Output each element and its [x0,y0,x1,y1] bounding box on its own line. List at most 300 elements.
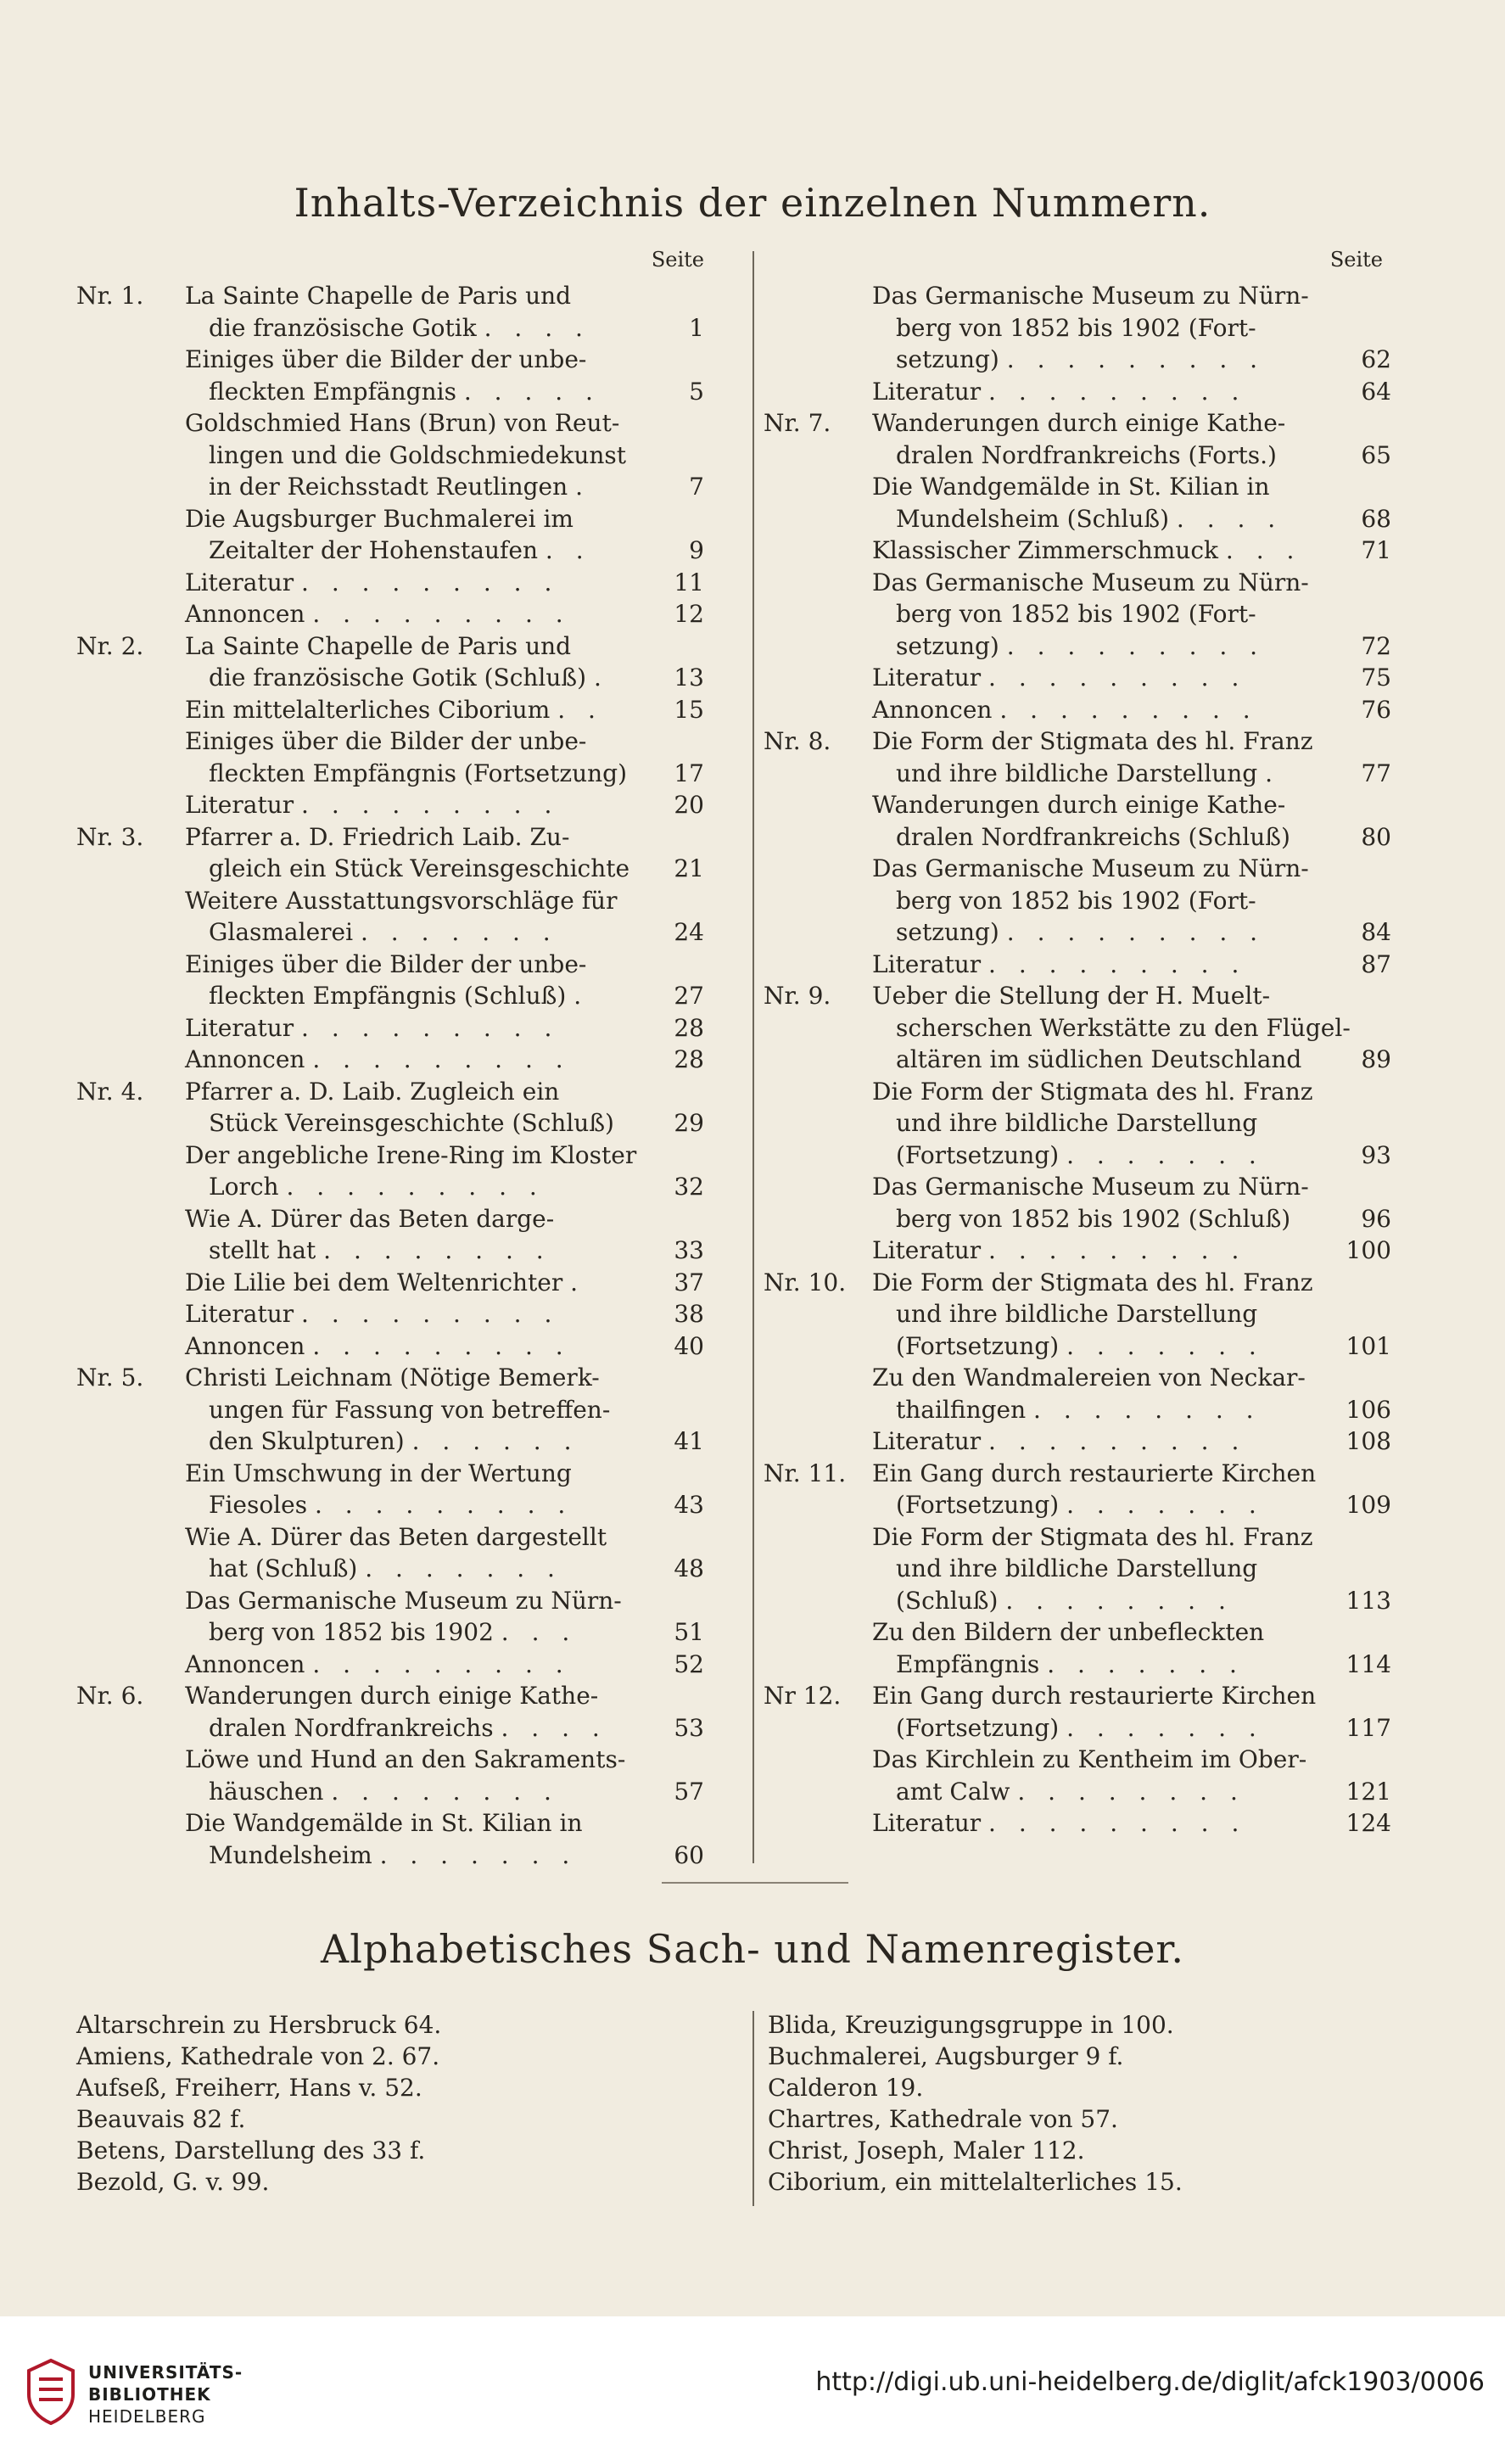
entry-title [872,853,1309,885]
entry-text: (Fortsetzung) [896,1140,1060,1169]
entry-title [872,725,1313,758]
toc-entry [76,789,704,821]
entry-text: Die Wandgemälde in St. Kilian in [872,473,1270,501]
entry-text: Literatur [185,1013,294,1042]
entry-text: Die Wandgemälde in St. Kilian in [185,1809,583,1837]
page-number: 64 [1361,377,1391,406]
entry-text: Literatur [872,1809,982,1837]
entry-text: Mundelsheim [209,1840,372,1869]
toc-entry [76,1076,704,1108]
page-number: 7 [689,473,704,501]
leader-dots: . . . . . . . [1066,1331,1264,1360]
entry-title [185,1458,572,1490]
entry-text: ungen für Fassung von betreffen- [209,1395,611,1424]
entry-title [209,535,591,567]
entry-text: den Skulpturen) [209,1427,405,1455]
toc-entry [76,853,704,885]
page-number: 28 [674,1013,704,1042]
leader-dots: . . . . . . . . . [999,695,1258,724]
leader-dots: . . . [501,1618,578,1646]
entry-title [185,1680,598,1712]
leader-dots: . . . . . . . . . [312,1649,571,1678]
entry-title [896,1489,1264,1521]
entry-text: Glasmalerei [209,918,354,946]
leader-dots: . . . . . . . . . [286,1173,545,1201]
entry-text: Ein mittelalterliches Ciborium [185,695,551,724]
toc-entry [76,662,704,694]
page-number: 114 [1346,1649,1391,1678]
entry-title [185,598,571,630]
entry-text: Der angebliche Irene-Ring im Kloster [185,1140,637,1169]
leader-dots: . . . . . . . . . [988,664,1247,692]
toc-entry [764,1458,1391,1490]
entry-title [896,1203,1290,1235]
issue-number: Nr. 8. [764,727,831,755]
page-number: 106 [1346,1395,1391,1424]
entry-title [185,1585,622,1617]
entry-title [185,280,571,312]
entry-text: altären im südlichen Deutschland [896,1045,1302,1073]
entry-text: Zu den Wandmalereien von Neckar- [872,1364,1306,1392]
entry-title [209,1107,614,1140]
entry-text: Das Germanische Museum zu Nürn- [872,854,1309,882]
entry-title [896,630,1265,663]
entry-title [896,440,1277,472]
page-number: 93 [1361,1140,1391,1169]
entry-title [872,1076,1313,1108]
toc-entry [764,1489,1391,1521]
leader-dots: . . . . . . . . . [988,1809,1247,1837]
register-entry: Ciborium, ein mittelalterliches 15. [768,2168,1183,2196]
page-number: 29 [674,1109,704,1137]
leader-dots: . . . . . . . [1066,1140,1264,1169]
toc-entry [764,758,1391,790]
toc-entry [76,1267,704,1299]
entry-text: Das Germanische Museum zu Nürn- [872,1173,1309,1201]
leader-dots: . . . . . . . . [331,1777,559,1806]
entry-text: Einiges über die Bilder der unbe- [185,949,587,978]
page-number: 109 [1346,1491,1391,1519]
toc-entry [764,916,1391,949]
entry-text: Annoncen [185,1331,305,1360]
entry-text: und ihre bildliche Darstellung [896,759,1258,787]
library-name-line-2: BIBLIOTHEK [88,2384,211,2405]
page-number: 87 [1361,949,1391,978]
toc-entry [764,1616,1391,1649]
entry-text: Das Germanische Museum zu Nürn- [872,568,1309,596]
entry-title [209,312,590,344]
entry-title [209,1489,573,1521]
leader-dots: . . . . . . . . . [314,1491,573,1519]
toc-entry [764,1235,1391,1267]
library-logo-icon [25,2357,76,2425]
toc-entry [76,440,704,472]
entry-text: Das Germanische Museum zu Nürn- [872,282,1309,310]
page-number: 17 [674,759,704,787]
register-entry: Buchmalerei, Augsburger 9 f. [768,2042,1124,2070]
toc-entry [764,821,1391,854]
entry-title [185,1521,607,1554]
issue-number: Nr. 7. [764,409,831,437]
entry-title [185,1298,559,1330]
entry-title [185,821,569,854]
entry-title [185,1140,636,1172]
entry-title [185,1044,571,1076]
entry-text: setzung) [896,918,999,946]
leader-dots: . . . . . . . [379,1840,578,1869]
toc-entry [764,1649,1391,1681]
entry-text: Mundelsheim (Schluß) [896,504,1169,533]
toc-entry [764,1140,1391,1172]
entry-title [209,758,627,790]
entry-text: Literatur [872,664,982,692]
toc-entry [764,1553,1391,1585]
entry-title [209,440,626,472]
leader-dots: . . . . . . . [1066,1491,1264,1519]
entry-text: Die Form der Stigmata des hl. Franz [872,1268,1313,1296]
entry-text: thailfingen [896,1395,1027,1424]
toc-entry [764,1171,1391,1203]
toc-entry [764,725,1391,758]
toc-entry [76,312,704,344]
leader-dots: . . . . [1176,504,1284,533]
entry-text: und ihre bildliche Darstellung [896,1109,1258,1137]
entry-title [209,1616,577,1649]
entry-text: Die Lilie bei dem Weltenrichter [185,1268,563,1296]
page-number: 24 [674,918,704,946]
entry-title [872,376,1246,408]
leader-dots: . . . . . . . . . [301,1300,560,1328]
toc-right-column [764,280,1391,1840]
library-name-line-3: HEIDELBERG [88,2406,206,2427]
entry-title [872,567,1309,599]
entry-title [185,1330,571,1363]
page-number: 101 [1346,1331,1391,1360]
entry-text: und ihre bildliche Darstellung [896,1554,1258,1582]
toc-title: Inhalts-Verzeichnis der einzelnen Nummern. [294,180,1211,226]
entry-title [209,853,629,885]
entry-title [872,1680,1316,1712]
toc-entry [764,344,1391,376]
toc-entry [764,1744,1391,1776]
page-number: 77 [1361,759,1391,787]
page-number: 41 [674,1427,704,1455]
toc-entry [764,1362,1391,1394]
issue-number: Nr. 1. [76,282,144,310]
entry-title [185,789,559,821]
entry-title [185,1807,582,1840]
toc-entry [76,1553,704,1585]
entry-title [896,1712,1264,1744]
leader-dots: . . . . . . . . . [988,949,1247,978]
entry-text: Die Augsburger Buchmalerei im [185,504,573,533]
leader-dots: . . . . [484,313,590,342]
page-number: 62 [1361,345,1391,373]
entry-text: setzung) [896,631,999,660]
toc-entry [76,1171,704,1203]
page-number: 21 [674,854,704,882]
issue-number: Nr. 10. [764,1268,847,1296]
page-number: 72 [1361,631,1391,660]
toc-entry [76,1521,704,1554]
entry-title [185,344,586,376]
entry-text: Literatur [185,1300,294,1328]
register-entry: Calderon 19. [768,2074,924,2102]
entry-text: Wanderungen durch einige Kathe- [185,1682,599,1710]
entry-title [896,1044,1301,1076]
issue-number: Nr. 4. [76,1077,144,1106]
entry-title [872,407,1285,440]
page-number: 52 [674,1649,704,1678]
entry-text: Zu den Bildern der unbefleckten [872,1618,1265,1646]
toc-entry [76,1807,704,1840]
entry-title [872,949,1246,981]
toc-entry [764,1330,1391,1363]
page-number: 65 [1361,440,1391,469]
toc-entry [76,1203,704,1235]
toc-entry [76,725,704,758]
entry-title [185,567,559,599]
leader-dots: . . . . . . . . . [301,568,560,596]
entry-text: (Schluß) [896,1586,999,1615]
entry-title [209,1235,551,1267]
toc-entry [76,471,704,503]
register-divider [752,2011,754,2206]
page-number: 12 [674,600,704,628]
leader-dots: . . . . . . . . . [1006,345,1266,373]
entry-text: Die Form der Stigmata des hl. Franz [872,1522,1313,1551]
toc-entry [764,949,1391,981]
page-number: 15 [674,695,704,724]
toc-entry [764,376,1391,408]
toc-entry [76,758,704,790]
entry-title [209,376,601,408]
page-number: 9 [689,536,704,564]
entry-text: Zeitalter der Hohenstaufen [209,536,538,564]
entry-text: in der Reichsstadt Reutlingen [209,473,568,501]
page-number: 43 [674,1491,704,1519]
toc-entry [764,1076,1391,1108]
entry-title [896,1107,1257,1140]
entry-title [209,1553,562,1585]
entry-title [185,1649,571,1681]
toc-entry [764,503,1391,535]
entry-text: setzung) [896,345,999,373]
leader-dots: . . . . . . [411,1427,579,1455]
entry-text: (Fortsetzung) [896,1713,1060,1742]
leader-dots: . [573,982,590,1010]
entry-text: Annoncen [185,1045,305,1073]
page-number: 80 [1361,822,1391,851]
entry-text: Ein Gang durch restaurierte Kirchen [872,1682,1317,1710]
entry-title [872,1171,1309,1203]
entry-text: Wanderungen durch einige Kathe- [872,791,1286,819]
page-number: 51 [674,1618,704,1646]
entry-title [185,1744,625,1776]
entry-title [185,725,586,758]
toc-entry [76,821,704,854]
toc-entry [76,1394,704,1426]
page-number: 40 [674,1331,704,1360]
toc-entry [76,376,704,408]
entry-text: Pfarrer a. D. Friedrich Laib. Zu- [185,822,570,851]
entry-title [872,694,1258,726]
leader-dots: . [593,664,609,692]
toc-entry [76,885,704,917]
source-url-link[interactable]: http://digi.ub.uni-heidelberg.de/diglit/afck1903/0006 [815,2367,1485,2397]
toc-entry [764,1680,1391,1712]
entry-text: fleckten Empfängnis [209,377,456,406]
section-separator [662,1882,848,1884]
entry-text: (Fortsetzung) [896,1491,1060,1519]
entry-text: Literatur [872,377,982,406]
toc-entry [76,1012,704,1044]
toc-entry [76,1680,704,1712]
entry-title [896,503,1283,535]
entry-text: Das Kirchlein zu Kentheim im Ober- [872,1745,1307,1773]
page-number: 117 [1346,1713,1391,1742]
issue-number: Nr. 9. [764,982,831,1010]
entry-text: dralen Nordfrankreichs [209,1713,494,1742]
toc-entry [764,885,1391,917]
entry-text: Wie A. Dürer das Beten darge- [185,1204,555,1233]
entry-title [896,916,1265,949]
page-number: 108 [1346,1427,1391,1455]
entry-text: Goldschmied Hans (Brun) von Reut- [185,409,620,437]
register-entry: Christ, Joseph, Maler 112. [768,2136,1085,2164]
entry-title [185,1267,585,1299]
entry-title [896,758,1280,790]
toc-entry [76,1107,704,1140]
page-number: 57 [674,1777,704,1806]
entry-title [872,789,1285,821]
entry-text: Literatur [185,568,294,596]
entry-text: Lorch [209,1173,279,1201]
toc-left-column [76,280,704,1871]
toc-entry [76,567,704,599]
entry-title [896,1553,1257,1585]
page-number: 1 [689,313,704,342]
register-entry: Chartres, Kathedrale von 57. [768,2105,1118,2133]
register-right-column [768,2009,1413,2198]
toc-entry [764,1203,1391,1235]
entry-title [896,821,1290,854]
entry-text: hat (Schluß) [209,1554,358,1582]
leader-dots: . . . . . . . . . [1006,918,1266,946]
page-number: 60 [674,1840,704,1869]
toc-entry [764,535,1391,567]
toc-entry [764,1012,1391,1044]
issue-number: Nr. 11. [764,1459,847,1487]
leader-dots: . [1265,759,1281,787]
entry-title [872,280,1309,312]
entry-title [896,1776,1245,1808]
entry-text: Annoncen [185,600,305,628]
entry-text: Einiges über die Bilder der unbe- [185,727,587,755]
toc-entry [764,567,1391,599]
page-number: 100 [1346,1236,1391,1264]
leader-dots: . . . . . . . . . [301,791,560,819]
entry-text: berg von 1852 bis 1902 (Fort- [896,886,1256,915]
entry-text: Literatur [185,791,294,819]
toc-entry [764,853,1391,885]
entry-text: Ueber die Stellung der H. Muelt- [872,982,1271,1010]
entry-title [209,1840,577,1872]
entry-text: Literatur [872,1427,982,1455]
page-number: 124 [1346,1809,1391,1837]
toc-entry [76,344,704,376]
entry-title [872,1744,1306,1776]
page-number: 71 [1361,536,1391,564]
entry-title [872,535,1301,567]
entry-text: Pfarrer a. D. Laib. Zugleich ein [185,1077,560,1106]
toc-entry [764,980,1391,1012]
entry-title [185,885,617,917]
toc-entry [76,694,704,726]
toc-entry [76,1425,704,1458]
leader-dots: . . [545,536,591,564]
entry-text: La Sainte Chapelle de Paris und [185,282,572,310]
toc-entry [76,630,704,663]
toc-entry [76,1489,704,1521]
issue-number: Nr. 5. [76,1364,144,1392]
issue-number: Nr. 2. [76,631,144,660]
toc-entry [764,662,1391,694]
leader-dots: . . . . . . . . . [988,1236,1247,1264]
toc-entry [76,1044,704,1076]
entry-text: Einiges über die Bilder der unbe- [185,345,587,373]
entry-text: Ein Gang durch restaurierte Kirchen [872,1459,1317,1487]
entry-text: Christi Leichnam (Nötige Bemerk- [185,1364,600,1392]
page-number: 37 [674,1268,704,1296]
entry-text: amt Calw [896,1777,1010,1806]
page-number: 121 [1346,1777,1391,1806]
entry-text: Ein Umschwung in der Wertung [185,1459,572,1487]
leader-dots: . . . . . . . [360,918,558,946]
toc-entry [76,1616,704,1649]
page-number: 33 [674,1236,704,1264]
toc-entry [76,980,704,1012]
register-entry: Amiens, Kathedrale von 2. 67. [76,2042,440,2070]
entry-text: berg von 1852 bis 1902 (Fort- [896,313,1256,342]
leader-dots: . . . . [501,1713,607,1742]
column-divider [752,251,754,1863]
entry-title [209,1425,579,1458]
leader-dots: . [575,473,590,501]
toc-entry [764,630,1391,663]
page-number: 28 [674,1045,704,1073]
toc-entry [764,1776,1391,1808]
toc-entry [76,1840,704,1872]
entry-text: (Fortsetzung) [896,1331,1060,1360]
entry-title [209,916,558,949]
leader-dots: . . . . . . . . . [988,377,1247,406]
toc-entry [76,1744,704,1776]
leader-dots: . . . . . . . . . [312,1331,571,1360]
entry-title [209,471,590,503]
entry-text: Die Form der Stigmata des hl. Franz [872,1077,1313,1106]
toc-entry [76,1458,704,1490]
leader-dots: . . . . . . . . . [1006,631,1266,660]
entry-text: lingen und die Goldschmiedekunst [209,440,627,469]
toc-entry [764,471,1391,503]
entry-title [185,949,586,981]
entry-title [896,885,1256,917]
entry-title [872,980,1270,1012]
toc-entry [764,598,1391,630]
issue-number: Nr. 6. [76,1682,144,1710]
library-name-line-1: UNIVERSITÄTS- [88,2362,243,2383]
